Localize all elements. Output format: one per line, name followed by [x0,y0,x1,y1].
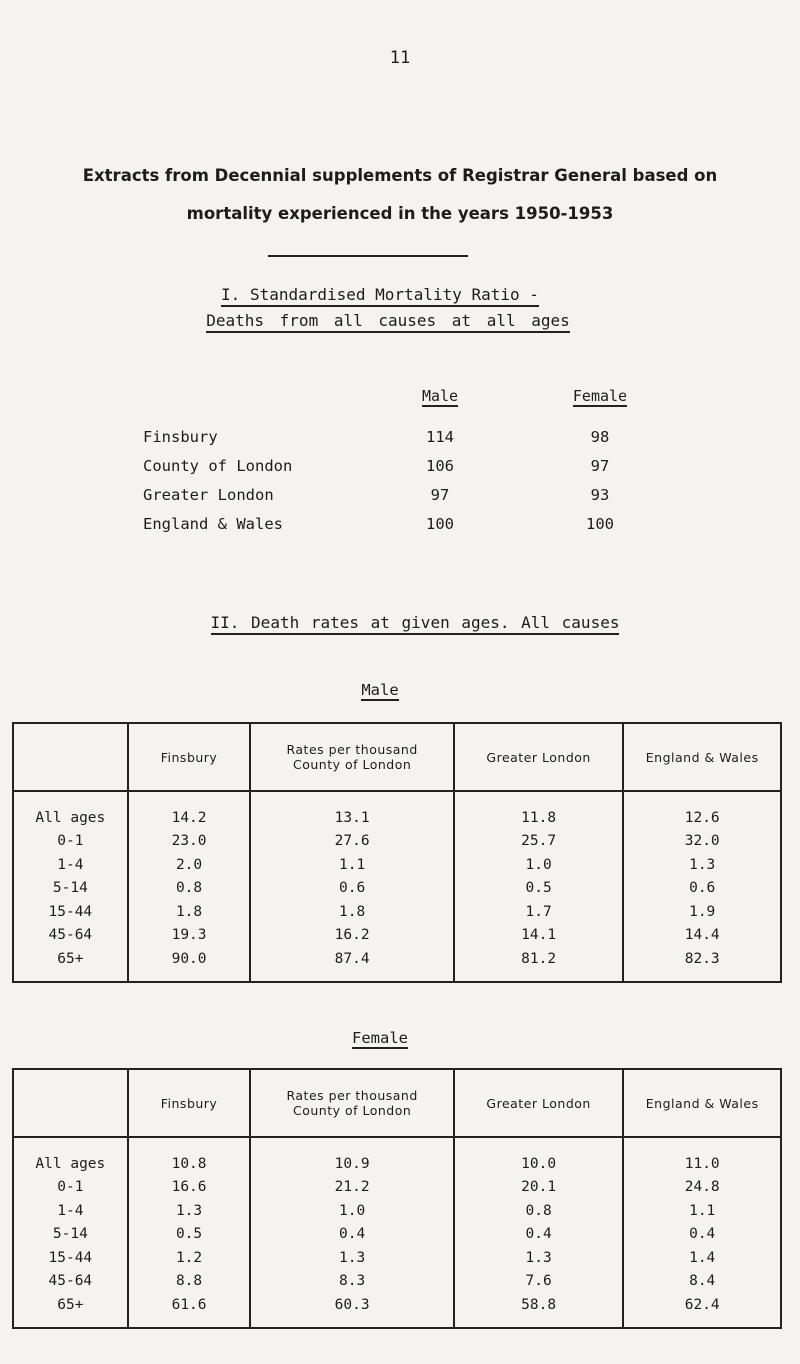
rate-cell: 87.4 [250,947,453,982]
table-row [13,924,781,948]
rate-cell: 1.7 [454,900,624,924]
rate-cell: 0.8 [454,1199,624,1223]
table-row [13,1137,781,1176]
header-finsbury: Finsbury [128,723,251,791]
smr-female-value: 98 [590,428,610,446]
rate-cell: 1.8 [250,900,453,924]
rate-cell: 1.1 [623,1199,781,1223]
header-blank [13,723,128,791]
rate-cell: 60.3 [250,1293,453,1328]
smr-row-label: England & Wales [143,515,283,533]
smr-column-female-label: Female [572,387,628,405]
smr-male-value: 114 [426,428,454,446]
header-county-of-london [250,1069,453,1137]
table-row [13,947,781,982]
female-table-title-text: Female [352,1029,408,1047]
rate-cell: 10.0 [454,1137,624,1176]
female-death-rates-table [12,1068,782,1329]
rate-cell: 16.2 [250,924,453,948]
heading-divider [268,255,468,257]
rate-cell: 1.1 [250,853,453,877]
smr-female-value: 93 [590,486,610,504]
rate-cell: 21.2 [250,1176,453,1200]
rate-cell: 10.9 [250,1137,453,1176]
rate-cell: 12.6 [623,791,781,830]
rate-cell: 14.4 [623,924,781,948]
age-group-cell: 1-4 [13,853,128,877]
rate-cell: 1.9 [623,900,781,924]
rate-cell: 0.8 [128,877,251,901]
rate-cell: 1.0 [250,1199,453,1223]
age-group-cell: 0-1 [13,1176,128,1200]
age-group-cell: 15-44 [13,1246,128,1270]
rate-cell: 1.0 [454,853,624,877]
age-group-cell: All ages [13,1137,128,1176]
age-group-cell: All ages [13,791,128,830]
age-group-cell: 15-44 [13,900,128,924]
rate-cell: 62.4 [623,1293,781,1328]
smr-column-male-label: Male [421,387,459,405]
smr-male-value: 100 [426,515,454,533]
male-table-title [320,681,440,699]
header-blank [13,1069,128,1137]
rate-cell: 0.6 [623,877,781,901]
rate-cell: 1.8 [128,900,251,924]
table-row [13,1223,781,1247]
rate-cell: 8.3 [250,1270,453,1294]
female-table-body [13,1137,781,1328]
rate-cell: 82.3 [623,947,781,982]
rate-cell: 1.3 [623,853,781,877]
header-greater-london: Greater London [454,1069,624,1137]
rate-cell: 61.6 [128,1293,251,1328]
table-header [13,723,781,791]
table-row [13,1246,781,1270]
male-table-body [13,791,781,982]
table-row [13,853,781,877]
age-group-cell: 45-64 [13,1270,128,1294]
rate-cell: 24.8 [623,1176,781,1200]
rate-cell: 16.6 [128,1176,251,1200]
rate-cell: 11.0 [623,1137,781,1176]
table-row [13,1176,781,1200]
rate-cell: 58.8 [454,1293,624,1328]
rate-cell: 0.5 [128,1223,251,1247]
rate-cell: 0.4 [623,1223,781,1247]
rate-cell: 1.2 [128,1246,251,1270]
table-header-row [13,723,781,791]
rate-cell: 1.3 [454,1246,624,1270]
rate-cell: 27.6 [250,830,453,854]
smr-male-value: 97 [430,486,450,504]
rate-cell: 0.5 [454,877,624,901]
section2-title-text: II. Death rates at given ages. All causes [211,613,620,635]
header-greater-london: Greater London [454,723,624,791]
rate-cell: 90.0 [128,947,251,982]
smr-male-value: 106 [426,457,454,475]
rate-cell: 14.2 [128,791,251,830]
rate-cell: 23.0 [128,830,251,854]
male-table-title-text: Male [361,681,399,699]
age-group-cell: 1-4 [13,1199,128,1223]
table-row [13,1270,781,1294]
age-group-cell: 65+ [13,1293,128,1328]
document-heading-line-1: Extracts from Decennial supplements of Registrar General based on [82,166,718,185]
age-group-cell: 0-1 [13,830,128,854]
table-row [13,1293,781,1328]
section2-title [200,611,630,635]
document-heading-line-2: mortality experienced in the years 1950-1953 [186,204,614,223]
smr-row-label: County of London [143,457,293,475]
age-group-cell: 5-14 [13,1223,128,1247]
rate-cell: 8.4 [623,1270,781,1294]
male-death-rates-table [12,722,782,983]
smr-female-value: 97 [590,457,610,475]
female-table-title [320,1029,440,1047]
header-finsbury: Finsbury [128,1069,251,1137]
table-row [13,877,781,901]
table-row [13,830,781,854]
smr-female-value: 100 [586,515,614,533]
table-header-row [13,1069,781,1137]
age-group-cell: 5-14 [13,877,128,901]
header-county-label: County of London [292,757,412,772]
header-county-of-london [250,723,453,791]
table-row [13,900,781,924]
smr-column-male [405,387,475,405]
rate-cell: 32.0 [623,830,781,854]
smr-row-label: Finsbury [143,428,218,446]
rate-cell: 20.1 [454,1176,624,1200]
rate-cell: 7.6 [454,1270,624,1294]
header-rates-label: Rates per thousand [286,1088,418,1103]
section1-title-line-2 [168,309,608,333]
rate-cell: 1.3 [250,1246,453,1270]
rate-cell: 1.3 [128,1199,251,1223]
section1-title-line-1 [160,283,600,307]
rate-cell: 13.1 [250,791,453,830]
rate-cell: 2.0 [128,853,251,877]
header-rates-label: Rates per thousand [286,742,418,757]
header-county-label: County of London [292,1103,412,1118]
rate-cell: 0.6 [250,877,453,901]
smr-column-female [560,387,640,405]
rate-cell: 0.4 [250,1223,453,1247]
rate-cell: 0.4 [454,1223,624,1247]
age-group-cell: 65+ [13,947,128,982]
smr-row-label: Greater London [143,486,274,504]
age-group-cell: 45-64 [13,924,128,948]
rate-cell: 14.1 [454,924,624,948]
rate-cell: 25.7 [454,830,624,854]
header-england-wales: England & Wales [623,723,781,791]
rate-cell: 10.8 [128,1137,251,1176]
rate-cell: 11.8 [454,791,624,830]
rate-cell: 81.2 [454,947,624,982]
table-header [13,1069,781,1137]
table-row [13,791,781,830]
page-number: 11 [389,48,411,68]
rate-cell: 8.8 [128,1270,251,1294]
header-england-wales: England & Wales [623,1069,781,1137]
table-row [13,1199,781,1223]
rate-cell: 19.3 [128,924,251,948]
section1-title-text-1: I. Standardised Mortality Ratio - [221,285,539,307]
rate-cell: 1.4 [623,1246,781,1270]
section1-title-text-2: Deaths from all causes at all ages [206,311,570,333]
